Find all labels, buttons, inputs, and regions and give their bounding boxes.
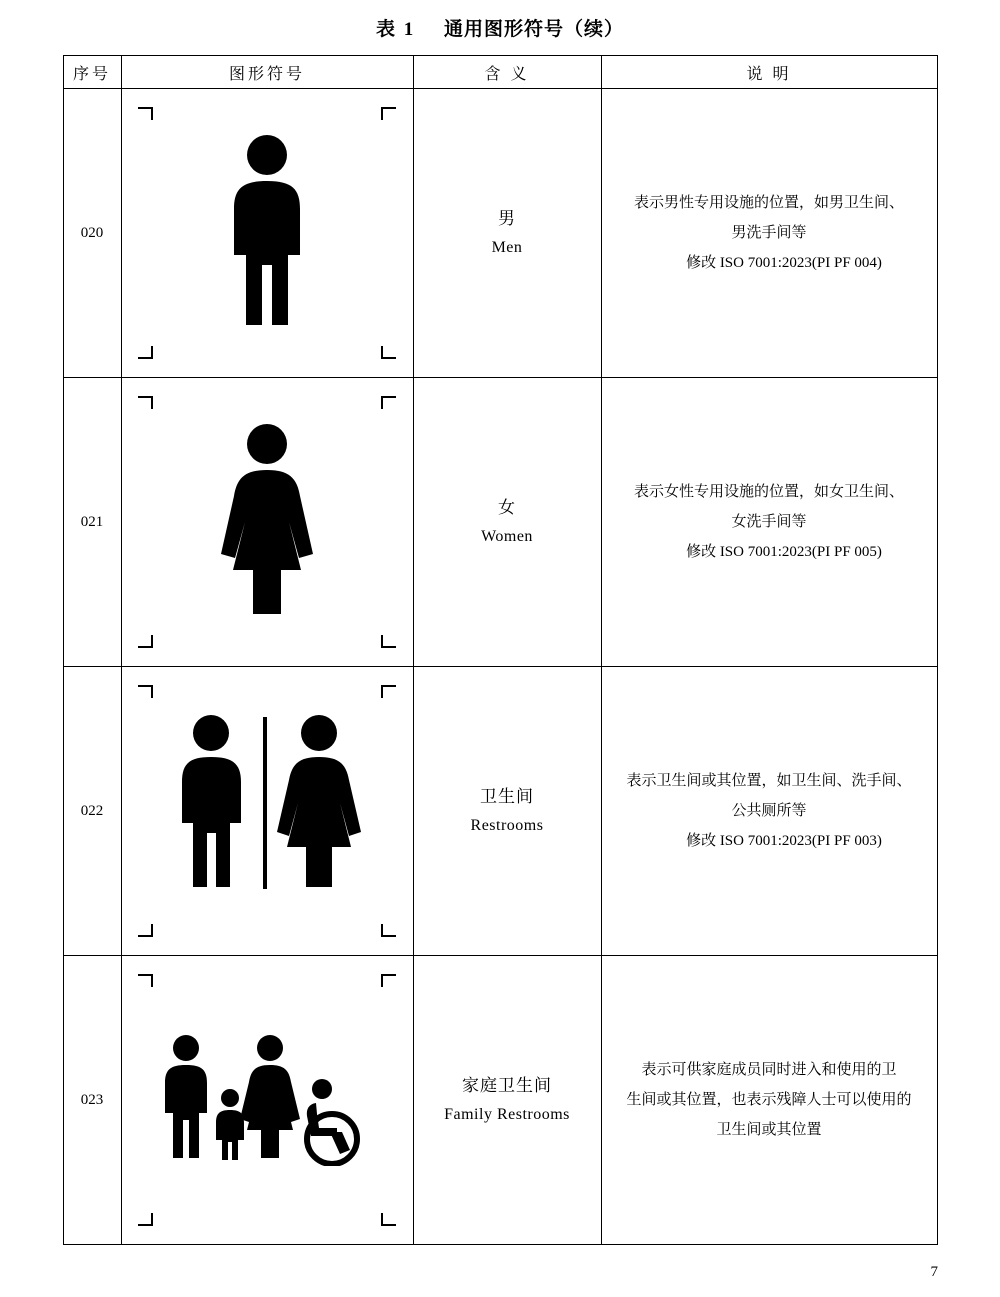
symbol-frame xyxy=(138,974,396,1226)
table-header-row xyxy=(63,56,937,89)
meaning-cell xyxy=(413,667,601,956)
description-line: 女洗手间等 xyxy=(731,514,807,530)
women-pictogram xyxy=(138,396,396,648)
column-header-description: 说 明 xyxy=(601,56,937,89)
description-line: 表示可供家庭成员同时进入和使用的卫 xyxy=(641,1062,897,1078)
meaning-chinese: 家庭卫生间 xyxy=(462,1076,552,1096)
column-header-no: 序号 xyxy=(63,56,121,89)
meaning-chinese: 男 xyxy=(498,209,516,229)
row-number: 020 xyxy=(63,89,121,378)
description-cell xyxy=(601,378,937,667)
meaning-cell xyxy=(413,956,601,1245)
description-line: 公共厕所等 xyxy=(731,803,807,819)
symbol-cell xyxy=(121,956,413,1245)
row-number: 021 xyxy=(63,378,121,667)
symbol-cell xyxy=(121,89,413,378)
description-line: 修改 ISO 7001:2023(PI PF 004) xyxy=(686,255,882,271)
description-line: 卫生间或其位置 xyxy=(716,1122,822,1138)
column-header-symbol: 图形符号 xyxy=(121,56,413,89)
table-title-text: 通用图形符号（续） xyxy=(444,19,625,40)
description-cell xyxy=(601,89,937,378)
table-row xyxy=(63,89,937,378)
description-cell xyxy=(601,667,937,956)
page-title xyxy=(0,0,1000,55)
symbol-frame xyxy=(138,396,396,648)
description-line: 表示女性专用设施的位置，如女卫生间、 xyxy=(633,484,904,500)
row-number: 023 xyxy=(63,956,121,1245)
description-line: 男洗手间等 xyxy=(731,225,807,241)
description-line: 修改 ISO 7001:2023(PI PF 003) xyxy=(686,833,882,849)
table-label: 表 1 xyxy=(375,19,416,40)
row-number: 022 xyxy=(63,667,121,956)
men-pictogram xyxy=(138,107,396,359)
table-row xyxy=(63,378,937,667)
description-cell xyxy=(601,956,937,1245)
meaning-english: Restrooms xyxy=(470,816,544,834)
description-line: 生间或其位置，也表示残障人士可以使用的 xyxy=(626,1092,912,1108)
page-number: 7 xyxy=(930,1264,938,1280)
meaning-english: Women xyxy=(481,527,533,545)
family-restrooms-pictogram xyxy=(138,974,396,1226)
meaning-english: Men xyxy=(491,238,523,256)
table-row xyxy=(63,667,937,956)
meaning-chinese: 女 xyxy=(498,498,516,518)
meaning-cell xyxy=(413,378,601,667)
symbol-frame xyxy=(138,685,396,937)
description-line: 表示卫生间或其位置，如卫生间、洗手间、 xyxy=(626,773,912,789)
symbols-table xyxy=(63,55,938,1245)
meaning-chinese: 卫生间 xyxy=(480,787,534,807)
table-row xyxy=(63,956,937,1245)
meaning-cell xyxy=(413,89,601,378)
symbol-frame xyxy=(138,107,396,359)
restrooms-pictogram xyxy=(138,685,396,937)
symbol-cell xyxy=(121,667,413,956)
symbol-cell xyxy=(121,378,413,667)
column-header-meaning: 含 义 xyxy=(413,56,601,89)
description-line: 修改 ISO 7001:2023(PI PF 005) xyxy=(686,544,882,560)
description-line: 表示男性专用设施的位置，如男卫生间、 xyxy=(633,195,904,211)
meaning-english: Family Restrooms xyxy=(444,1105,570,1123)
